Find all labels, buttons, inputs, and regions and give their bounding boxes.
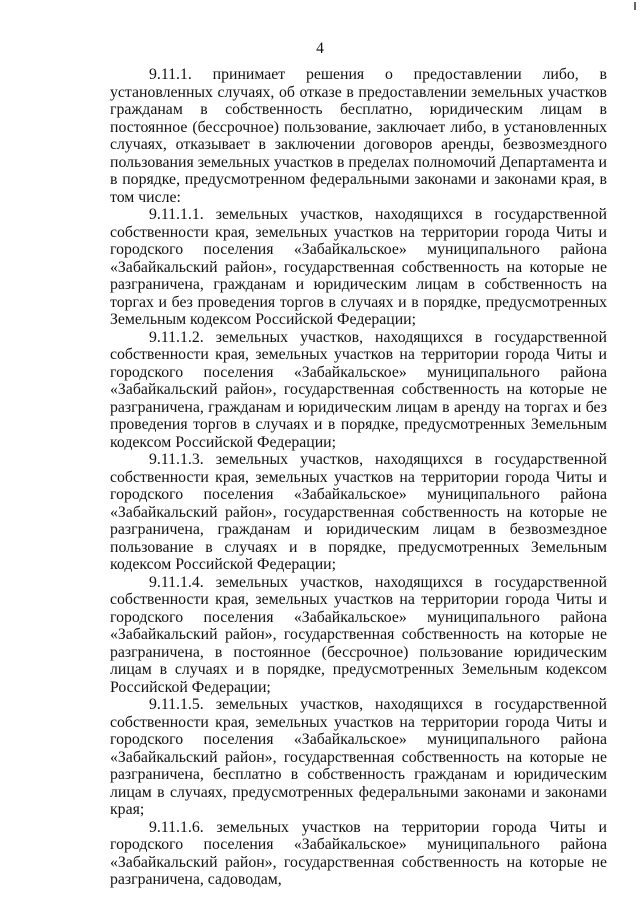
paragraph-9-11-1-4: 9.11.1.4. земельных участков, находящихся в государственной собственности края, земельных участков на территории города Читы и городского поселения «Забайкальское» муниципального района «Забайкальский район», государственная собственность на которые не разграничена, в постоянное (бессрочное) пользование юридическим лицам в случаях и в порядке, предусмотренных Земельным кодексом Российской Федерации; xyxy=(110,573,607,696)
paragraph-9-11-1-5: 9.11.1.5. земельных участков, находящихся в государственной собственности края, земельных участков на территории города Читы и городского поселения «Забайкальское» муниципального района «Забайкальский район», государственная собственность на которые не разграничена, бесплатно в собственность гражданам и юридическим лицам в случаях, предусмотренных федеральными законами и законами края; xyxy=(110,696,607,818)
scan-artifact-mark xyxy=(634,2,636,10)
paragraph-9-11-1-3: 9.11.1.3. земельных участков, находящихся в государственной собственности края, земельных участков на территории города Читы и городского поселения «Забайкальское» муниципального района «Забайкальский район», государственная собственность на которые не разграничена, гражданам и юридическим лицам в безвозмездное пользование в случаях и в порядке, предусмотренных Земельным кодексом Российской Федерации; xyxy=(110,451,607,573)
paragraph-9-11-1-1: 9.11.1.1. земельных участков, находящихся в государственной собственности края, земельных участков на территории города Читы и городского поселения «Забайкальское» муниципального района «Забайкальский район», государственная собственность на которые не разграничена, гражданам и юридическим лицам в собственность на торгах и без проведения торгов в случаях и в порядке, предусмотренных Земельным кодексом Российской Федерации; xyxy=(110,206,607,328)
page-number: 4 xyxy=(316,40,324,57)
document-body xyxy=(110,66,607,889)
paragraph-9-11-1-6: 9.11.1.6. земельных участков на территории города Читы и городского поселения «Забайкальское» муниципального района «Забайкальский район», государственная собственность на которые не разграничена, садоводам, xyxy=(110,818,607,888)
paragraph-9-11-1-2: 9.11.1.2. земельных участков, находящихся в государственной собственности края, земельных участков на территории города Читы и городского поселения «Забайкальское» муниципального района «Забайкальский район», государственная собственность на которые не разграничена, гражданам и юридическим лицам в аренду на торгах и без проведения торгов в случаях и в порядке, предусмотренных Земельным кодексом Российской Федерации; xyxy=(110,328,607,451)
paragraph-9-11-1: 9.11.1. принимает решения о предоставлении либо, в установленных случаях, об отказе в предоставлении земельных участков гражданам в собственность бесплатно, юридическим лицам в постоянное (бессрочное) пользование, заключает либо, в установленных случаях, отказывает в заключении договоров аренды, безвозмездного пользования земельных участков в пределах полномочий Департамента и в порядке, предусмотренном федеральными законами и законами края, в том числе: xyxy=(110,66,607,206)
